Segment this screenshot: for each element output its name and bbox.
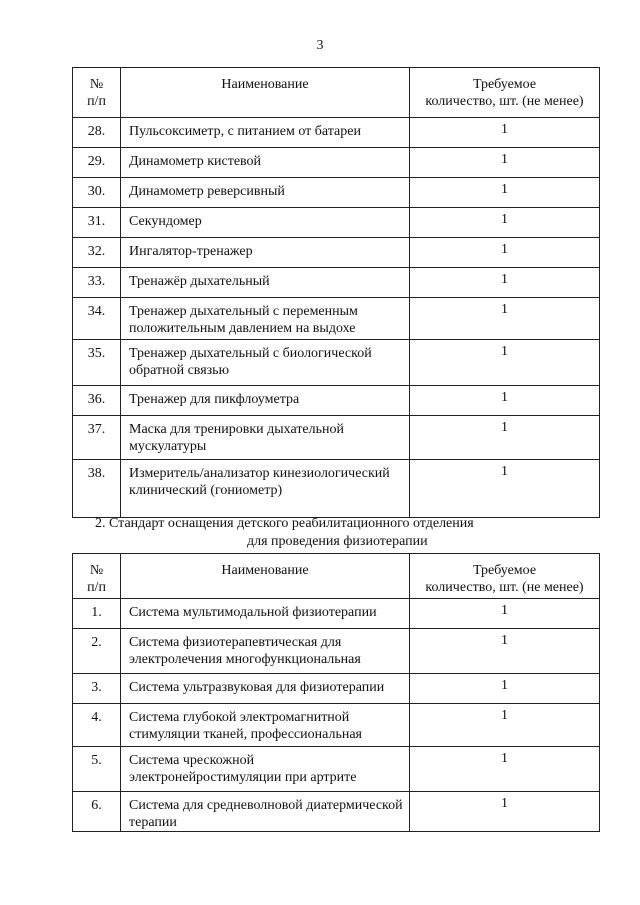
row-number: 37. bbox=[73, 416, 121, 460]
row-name: Ингалятор-тренажер bbox=[121, 238, 410, 268]
row-quantity: 1 bbox=[410, 118, 600, 148]
row-quantity: 1 bbox=[410, 460, 600, 518]
header-num: № п/п bbox=[73, 554, 121, 599]
row-name: Динамометр кистевой bbox=[121, 148, 410, 178]
row-quantity: 1 bbox=[410, 148, 600, 178]
row-name: Система чрескожной электронейростимуляции при артрите bbox=[121, 747, 410, 792]
row-name: Измеритель/анализатор кинезиологический клинический (гониометр) bbox=[121, 460, 410, 518]
row-name: Система глубокой электромагнитной стимуляции тканей, профессиональная bbox=[121, 704, 410, 747]
row-quantity: 1 bbox=[410, 178, 600, 208]
row-number: 31. bbox=[73, 208, 121, 238]
equipment-table-2 bbox=[72, 553, 600, 832]
table-row bbox=[73, 416, 600, 460]
row-number: 1. bbox=[73, 599, 121, 629]
row-name: Секундомер bbox=[121, 208, 410, 238]
row-number: 5. bbox=[73, 747, 121, 792]
table-row bbox=[73, 208, 600, 238]
row-number: 33. bbox=[73, 268, 121, 298]
table-row bbox=[73, 268, 600, 298]
equipment-table-1 bbox=[72, 67, 600, 518]
row-number: 30. bbox=[73, 178, 121, 208]
row-number: 32. bbox=[73, 238, 121, 268]
row-number: 3. bbox=[73, 674, 121, 704]
table-row bbox=[73, 629, 600, 674]
table-row bbox=[73, 460, 600, 518]
row-name: Тренажер дыхательный с переменным положительным давлением на выдохе bbox=[121, 298, 410, 340]
row-quantity: 1 bbox=[410, 704, 600, 747]
table-row bbox=[73, 178, 600, 208]
section-2-title-line1: 2. Стандарт оснащения детского реабилитационного отделения bbox=[95, 516, 474, 531]
row-number: 29. bbox=[73, 148, 121, 178]
row-name: Система физиотерапевтическая для электролечения многофункциональная bbox=[121, 629, 410, 674]
row-name: Система мультимодальной физиотерапии bbox=[121, 599, 410, 629]
table-row bbox=[73, 148, 600, 178]
table-header-row bbox=[73, 68, 600, 118]
header-qty: Требуемое количество, шт. (не менее) bbox=[410, 554, 600, 599]
row-name: Система для средневолновой диатермической терапии bbox=[121, 792, 410, 832]
row-name: Маска для тренировки дыхательной мускулатуры bbox=[121, 416, 410, 460]
row-name: Тренажер дыхательный с биологической обратной связью bbox=[121, 340, 410, 386]
row-quantity: 1 bbox=[410, 208, 600, 238]
table-row bbox=[73, 238, 600, 268]
table-row bbox=[73, 298, 600, 340]
row-number: 4. bbox=[73, 704, 121, 747]
row-name: Тренажер для пикфлоуметра bbox=[121, 386, 410, 416]
row-number: 38. bbox=[73, 460, 121, 518]
page-number: 3 bbox=[316, 38, 324, 53]
table-row bbox=[73, 118, 600, 148]
table-row bbox=[73, 704, 600, 747]
section-2-title-line2: для проведения физиотерапии bbox=[247, 534, 428, 549]
row-number: 34. bbox=[73, 298, 121, 340]
header-num: № п/п bbox=[73, 68, 121, 118]
header-name: Наименование bbox=[121, 68, 410, 118]
row-name: Тренажёр дыхательный bbox=[121, 268, 410, 298]
table-row bbox=[73, 599, 600, 629]
table-row bbox=[73, 674, 600, 704]
row-quantity: 1 bbox=[410, 386, 600, 416]
table-row bbox=[73, 792, 600, 832]
header-name: Наименование bbox=[121, 554, 410, 599]
row-quantity: 1 bbox=[410, 629, 600, 674]
table-row bbox=[73, 340, 600, 386]
row-quantity: 1 bbox=[410, 747, 600, 792]
row-number: 36. bbox=[73, 386, 121, 416]
row-quantity: 1 bbox=[410, 599, 600, 629]
row-quantity: 1 bbox=[410, 298, 600, 340]
row-name: Пульсоксиметр, с питанием от батареи bbox=[121, 118, 410, 148]
row-number: 6. bbox=[73, 792, 121, 832]
row-number: 35. bbox=[73, 340, 121, 386]
row-quantity: 1 bbox=[410, 416, 600, 460]
table-header-row bbox=[73, 554, 600, 599]
table-row bbox=[73, 386, 600, 416]
header-qty: Требуемое количество, шт. (не менее) bbox=[410, 68, 600, 118]
row-quantity: 1 bbox=[410, 674, 600, 704]
row-quantity: 1 bbox=[410, 340, 600, 386]
table-row bbox=[73, 747, 600, 792]
row-number: 2. bbox=[73, 629, 121, 674]
row-quantity: 1 bbox=[410, 268, 600, 298]
row-quantity: 1 bbox=[410, 792, 600, 832]
row-number: 28. bbox=[73, 118, 121, 148]
row-quantity: 1 bbox=[410, 238, 600, 268]
row-name: Динамометр реверсивный bbox=[121, 178, 410, 208]
row-name: Система ультразвуковая для физиотерапии bbox=[121, 674, 410, 704]
